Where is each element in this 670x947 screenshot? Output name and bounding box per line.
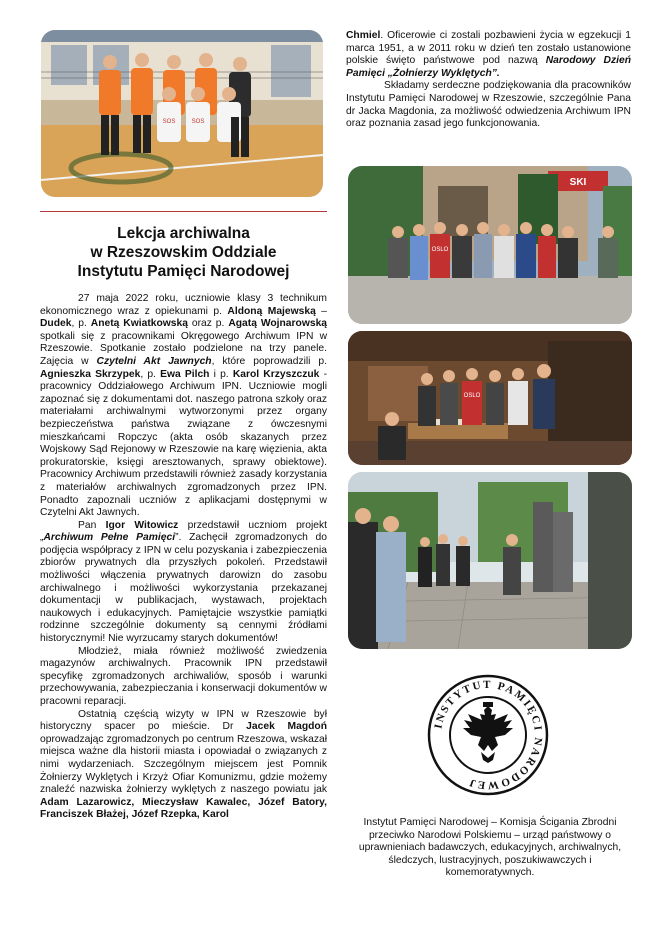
text-run: Ostatnią częścią wizyty w IPN w Rzeszowie był historyczny spacer po mieście. Dr: [40, 708, 327, 733]
paragraph: [346, 80, 631, 130]
text-run: , p.: [71, 318, 91, 330]
seal-ring-text: INSTYTUT PAMIĘCI NARODOWEJ: [432, 678, 545, 792]
text-run: Archiwum Pełne Pamięci: [43, 532, 176, 544]
text-run: ”. Zachęcił zgromadzonych do podjęcia współpracy z IPN w celu pozyskania i zabezpieczenia zbiorów prywatnych dla przyszłych pokoleń. Przedstawił możliwości włączenia prywatnych darowizn do zasobu archiwalnego i możliwości wykorzystania przekazanej dokumentacji w publikacjach, wystawach, projektach naukowych i edukacyjnych. Pamiętajcie wszystkie pamiątki rodzinne szczególnie dokumenty są cennymi źródłami historycznymi! Nie wyrzucamy starych dokumentów!: [40, 532, 327, 645]
text-run: Chmiel: [346, 30, 381, 41]
text-run: Składamy serdeczne podziękowania dla pracowników Instytutu Pamięci Narodowej w Rzeszowie, szczególnie Pana dr Jacka Magdonia, za możliwość odwiedzenia Archiwum IPN oraz poznania zasad jego funkcjonowania.: [346, 80, 631, 130]
volleyball-team-photo: [41, 30, 323, 197]
text-run: 27 maja 2022 roku, uczniowie klasy 3 technikum ekonomicznego wraz z opiekunami p.: [40, 293, 327, 317]
ipn-caption: Instytut Pamięci Narodowej – Komisja Ścigania Zbrodni przeciwko Narodowi Polskiemu – urząd państwowy o uprawnieniach badawczych, edukacyjnych, archiwalnych, śledczych, lustracyjnych, poszukiwawczych i komemoratywnych.: [358, 817, 622, 879]
text-run: Ewa Pilch: [160, 368, 210, 380]
text-run: - pracownicy Oddziałowego Archiwum IPN. Uczniowie mogli zapoznać się z dokumentami dot. naszego patrona szkoły oraz materiałami archiwalnymi wytworzonymi przez organy bezpieczeństwa państwa związane z ówczesnymi mieszkańcami Ropczyc (akta osób skazanych przez Wojskowy Sąd Rejonowy w Rzeszowie na karę więzienia, akta prokuratorskie, księgi aresztowanych, sprawy obiektowe). Pracownicy Archiwum przedstawili również zasady korzystania z materiałów archiwalnych zgromadzonych przez IPN. Ponadto zapoznali uczniów z aplikacjami dostępnymi w Czytelni Akt Jawnych.: [40, 368, 327, 519]
group-outside-ipn-photo: [348, 166, 632, 324]
text-run: i p.: [209, 368, 233, 380]
title-line: Instytutu Pamięci Narodowej: [77, 263, 290, 280]
text-run: przedstawił uczniom projekt „: [40, 519, 327, 544]
text-run: Pan: [78, 519, 106, 531]
ipn-seal-logo: [427, 674, 549, 796]
paragraph: [40, 646, 327, 709]
left-column: [40, 293, 327, 822]
text-run: Dudek: [40, 318, 72, 330]
historical-walk-photo: [348, 472, 632, 649]
text-run: Młodzież, miała również możliwość zwiedzenia magazynów archiwalnych. Pracownik IPN przedstawił specyfikę zgromadzonych archiwaliów, sposób i warunki przechowywania, zabezpieczania i konserwacji dokumentów w pracowni reparacji.: [40, 645, 327, 707]
reading-room-photo: [348, 331, 632, 465]
jersey-text: SOS: [162, 119, 176, 125]
text-run: Czytelni Akt Jawnych: [96, 355, 212, 367]
paragraph: [40, 520, 327, 646]
right-column: [346, 30, 631, 131]
text-run: Karol Krzyszczuk: [232, 368, 320, 380]
title-rule: [40, 211, 327, 212]
text-run: –: [315, 305, 327, 317]
title-line: w Rzeszowskim Oddziale: [90, 244, 277, 261]
text-run: Agnieszka Skrzypek: [40, 368, 141, 380]
eagle-icon: [463, 702, 513, 763]
text-run: Aldoną Majewską: [227, 305, 316, 317]
text-run: oraz p.: [187, 318, 229, 330]
text-run: oprowadzając zgromadzonych po centrum Rzeszowa, wskazał miejsca ważne dla historii miasta i opowiadał o związanych z nimi wydarzeniach. Szczególnym miejscem jest Pomnik Żołnierzy Wyklętych i Krzyż Ofiar Komunizmu, gdzie możemy znaleźć nazwiska żołnierzy wyklętych z naszego powiatu jak: [40, 733, 327, 796]
paragraph: [346, 30, 631, 80]
text-run: Jacek Magdoń: [246, 721, 327, 733]
text-run: Narodowy Dzień Pamięci „Żołnierzy Wyklętych”.: [346, 55, 631, 79]
text-run: spotkali się z pracownikami Okręgowego Archiwum IPN w Rzeszowie. Spotkanie zostało podzielone na trzy panele. Zajęcia w: [40, 330, 327, 367]
title-line: Lekcja archiwalna: [117, 225, 250, 242]
text-run: Adam Lazarowicz, Mieczysław Kawalec, Józef Batory, Franciszek Błażej, Józef Rzepka, Karol: [40, 796, 327, 821]
article-title: [40, 224, 327, 281]
text-run: Agatą Wojnarowską: [228, 318, 328, 330]
text-run: , p.: [140, 368, 161, 380]
paragraph: [40, 293, 327, 520]
jersey-text: SOS: [191, 119, 205, 125]
text-run: , które poprowadzili p.: [211, 355, 327, 367]
shirt-text: OSLO: [431, 247, 449, 253]
shirt-text: OSLO: [463, 393, 481, 399]
text-run: . Oficerowie ci zostali pozbawieni życia w egzekucji 1 marca 1951, a w 2011 roku w dzień ten zostało ustanowione polskie święto państwowe pod nazwą: [346, 30, 631, 67]
sign-text: SKI: [569, 177, 587, 188]
text-run: Anetą Kwiatkowską: [90, 318, 188, 330]
paragraph: [40, 709, 327, 822]
text-run: Igor Witowicz: [105, 519, 179, 531]
